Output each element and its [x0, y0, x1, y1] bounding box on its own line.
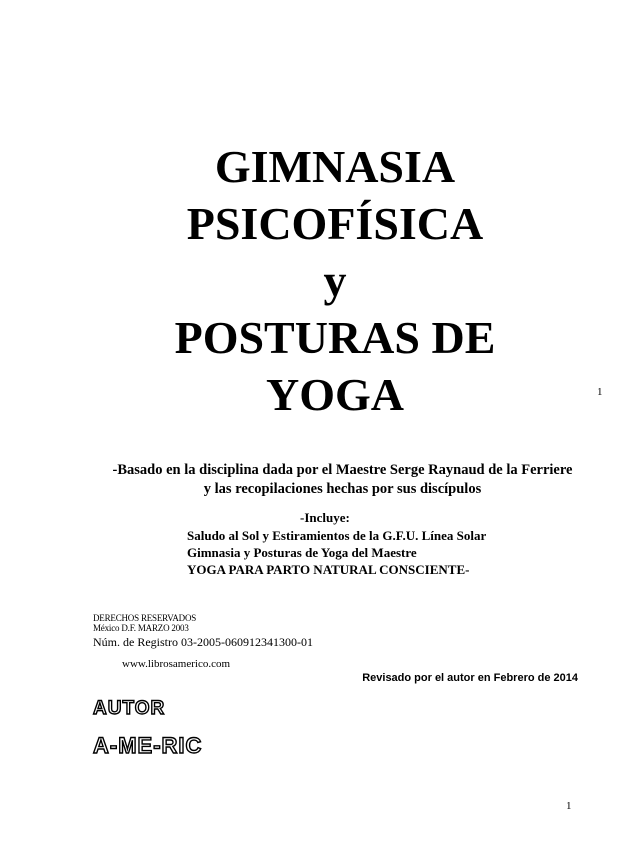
website-link[interactable]: www.librosamerico.com [122, 658, 231, 670]
includes-heading: -Incluye: [300, 510, 350, 525]
includes-item: Gimnasia y Posturas de Yoga del Maestre [187, 545, 417, 560]
title-line-5: YOGA [266, 369, 404, 420]
book-title [95, 138, 575, 423]
includes-item: YOGA PARA PARTO NATURAL CONSCIENTE- [187, 562, 470, 577]
revision-note: Revisado por el autor en Febrero de 2014 [362, 672, 578, 684]
subtitle [90, 461, 595, 499]
rights-line-1: DERECHOS RESERVADOS [93, 613, 197, 623]
rights-notice [93, 613, 196, 633]
author-name: A-ME-RIC [93, 733, 203, 758]
author-label: AUTOR [93, 698, 166, 719]
side-page-number: 1 [597, 386, 603, 398]
registration-number: Núm. de Registro 03-2005-060912341300-01 [93, 635, 313, 649]
title-line-4: POSTURAS DE [174, 312, 496, 363]
footer-page-number: 1 [566, 800, 572, 812]
rights-line-2: México D.F. MARZO 2003 [93, 623, 189, 633]
title-line-3: y [323, 255, 347, 306]
subtitle-line-1: -Basado en la disciplina dada por el Maestre Serge Raynaud de la Ferriere [112, 462, 573, 478]
title-line-1: GIMNASIA [214, 141, 456, 192]
includes-item: Saludo al Sol y Estiramientos de la G.F.U. Línea Solar [187, 528, 487, 543]
subtitle-line-2: y las recopilaciones hechas por sus discípulos [203, 481, 482, 497]
includes-list [187, 527, 486, 578]
title-line-2: PSICOFÍSICA [186, 198, 484, 249]
